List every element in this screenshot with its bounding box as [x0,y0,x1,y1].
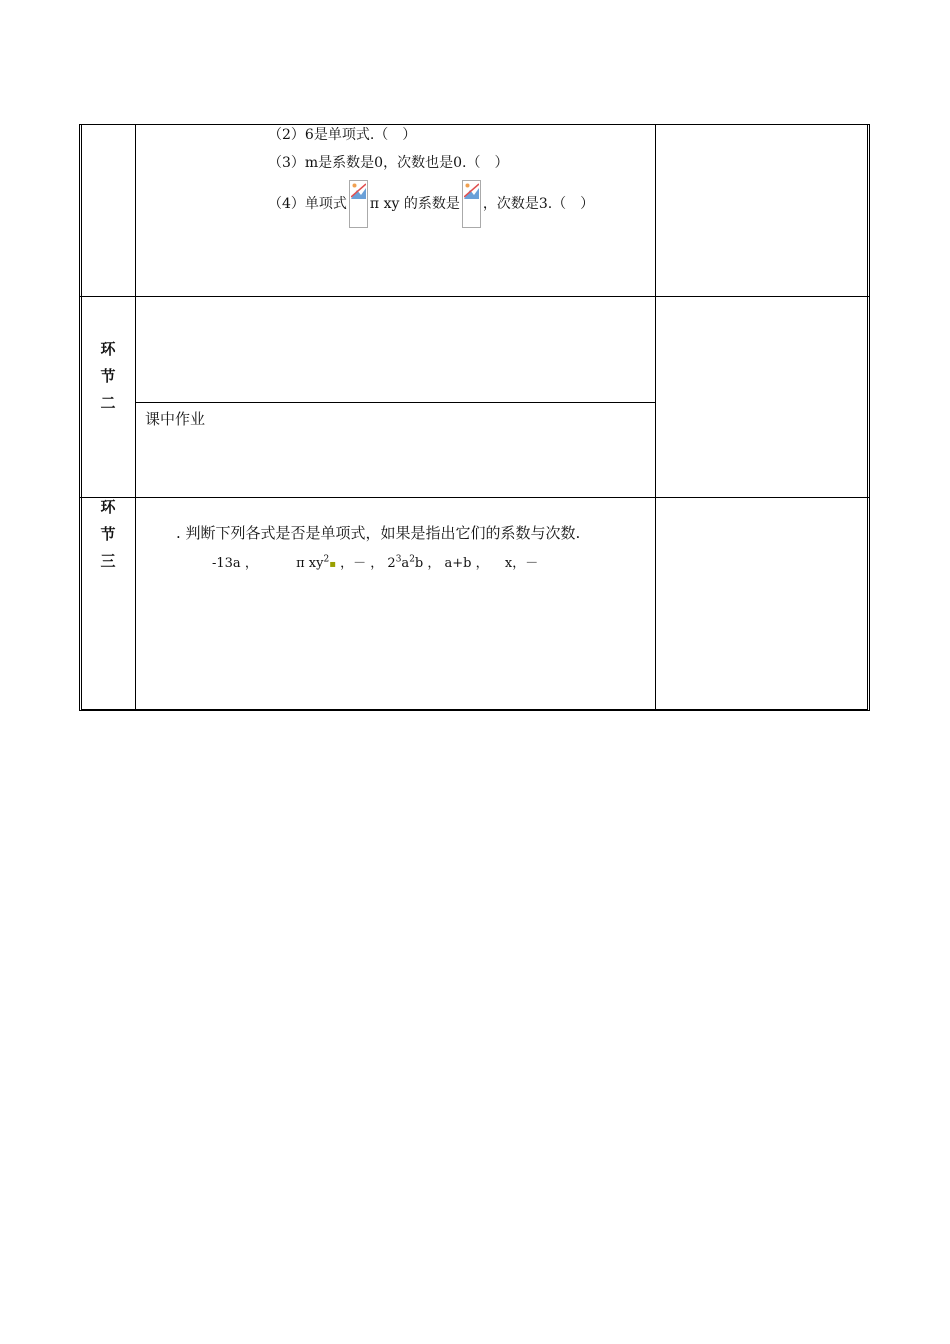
label-char: 节 [100,367,116,385]
label-char: 节 [100,525,116,543]
section-label-3 [93,494,123,575]
question-4-middle: π xy 的系数是 [369,196,460,212]
col-divider-left [135,124,136,711]
broken-image-icon [349,180,368,228]
expr-2 [296,556,336,571]
label-char: 环 [100,498,116,516]
expr-6: x，－ [504,556,539,571]
question-4 [268,180,594,228]
section3-question: . 判断下列各式是否是单项式，如果是指出它们的系数与次数. [176,524,581,542]
row-top-border [79,124,870,125]
marker-dot: ▪ [329,559,336,570]
section-label-2 [93,336,123,417]
row-divider-1 [79,296,870,297]
label-char: 三 [100,552,116,570]
expr-2-exp: 2 [323,554,330,565]
expr-4-a: 2 [387,556,396,571]
expr-5: a+b ， [444,556,489,571]
label-char: 二 [100,394,116,412]
col-divider-right [655,124,656,711]
expr-1: -13a ， [212,556,258,571]
expr-4-sup2: 2 [409,554,415,565]
expr-4-b: a [401,556,410,571]
expr-3: ，－ ， [340,556,384,571]
expr-2-base: π xy [296,556,324,571]
row-divider-2 [79,497,870,498]
expr-4-sup1: 3 [395,554,402,565]
question-4-prefix: （4）单项式 [268,196,347,212]
homework-title: 课中作业 [145,410,206,428]
question-4-suffix: ，次数是3.（ ） [482,196,595,212]
question-3: （3）m是系数是0，次数也是0.（ ） [268,155,509,171]
expr-4 [387,556,440,571]
label-char: 环 [100,340,116,358]
row-divider-inner [135,402,656,403]
expr-4-c: b ， [414,556,441,571]
section3-expressions [212,552,538,571]
broken-image-icon [462,180,481,228]
question-2: （2）6是单项式.（ ） [268,127,417,143]
